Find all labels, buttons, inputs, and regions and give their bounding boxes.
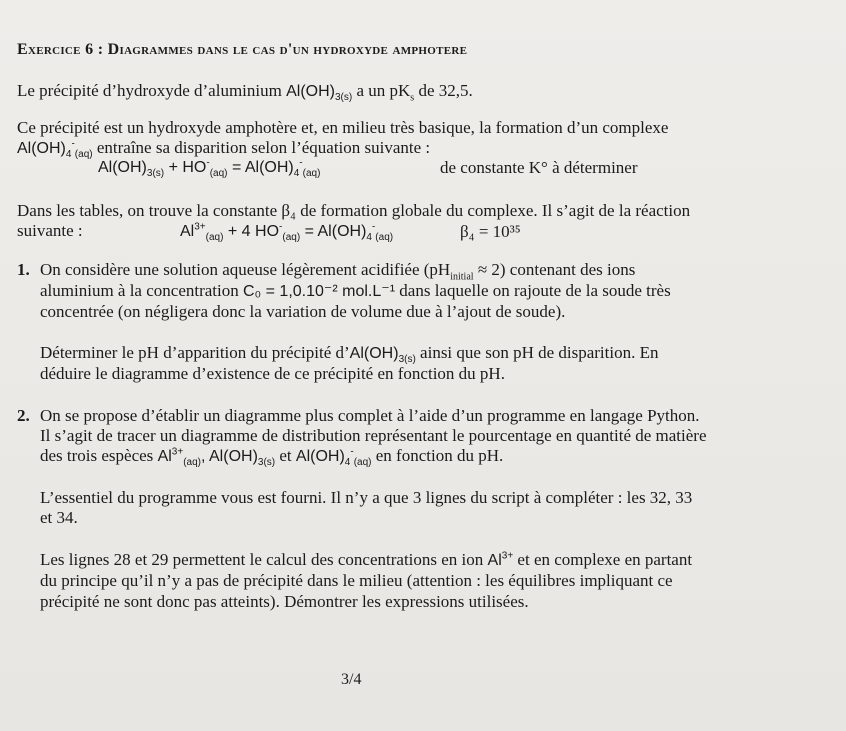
formula-al3plus-q2: $Al^{3+}$	[487, 550, 514, 569]
para3-line1: Dans les tables, on trouve la constante β₄ de formation globale du complexe. Il s’agit de la réaction	[17, 201, 691, 220]
q1-line5: déduire le diagramme d’existence de ce précipité en fonction du pH.	[40, 364, 505, 383]
q1-number: 1.	[17, 260, 30, 279]
intro-text-a: Le précipité d’hydroxyde d’aluminium	[17, 81, 282, 100]
intro-text-c: de 32,5.	[418, 81, 473, 100]
q1-line2-a: aluminium à la concentration	[40, 281, 239, 300]
exercise-title: Exercice 6 : Diagrammes dans le cas d'un hydroxyde amphotere	[17, 41, 468, 58]
q2-line8: précipité ne sont donc pas atteints). Démontrer les expressions utilisées.	[40, 592, 529, 611]
equation-1: $Al(OH)_{3(s)} + HO^-_{(aq)} = Al(OH)_4^-_{(aq)}$	[98, 157, 321, 180]
q1-line1	[40, 260, 636, 283]
q1-line4-b: ainsi que son pH de disparition. En	[420, 343, 659, 362]
q1-line1-tail: ≈ 2) contenant des ions	[477, 260, 636, 279]
q2-line4: L’essentiel du programme vous est fourni. Il n’y a que 3 lignes du script à compléter : les 32, 33	[40, 488, 693, 507]
q2-line1: On se propose d’établir un diagramme plus complet à l’aide d’un programme en langage Python.	[40, 406, 700, 425]
formula-aloh4: $Al(OH)_4^-_{(aq)}$	[17, 138, 93, 161]
beta4-value: β₄ = 10³⁵	[460, 222, 521, 241]
formula-aloh3: $Al(OH)_{3(s)}$	[286, 83, 353, 104]
page-number: 3/4	[341, 671, 362, 688]
q2-line3-a: des trois espèces	[40, 446, 154, 465]
q2-line6	[40, 550, 692, 571]
intro-text-b: a un pK	[356, 81, 411, 100]
q2-number: 2.	[17, 406, 30, 425]
q2-line6-b: et en complexe en partant	[517, 550, 693, 569]
equation-1-note: de constante K° à déterminer	[440, 158, 638, 177]
para2-line2	[17, 138, 430, 159]
q2-line2: Il s’agit de tracer un diagramme de distribution représentant le pourcentage en quantité de matière	[40, 426, 707, 445]
q1-line2	[40, 281, 671, 302]
para3-line2: suivante :	[17, 221, 83, 240]
formula-al3plus: $Al^{3+}_{(aq)}$, $Al(OH)_{3(s)}$	[157, 446, 276, 469]
q1-line4	[40, 343, 659, 364]
q2-line6-a: Les lignes 28 et 29 permettent le calcul des concentrations en ion	[40, 550, 484, 569]
formula-aloh3-q1: $Al(OH)_{3(s)}$	[349, 345, 416, 366]
q2-line5: et 34.	[40, 508, 78, 527]
q1-line1-a: On considère une solution aqueuse légèrement acidifiée (pH	[40, 260, 451, 279]
para2-line1: Ce précipité est un hydroxyde amphotère et, en milieu très basique, la formation d’un complexe	[17, 118, 669, 137]
q1-concentration: C₀ = 1,0.10⁻² mol.L⁻¹	[243, 283, 396, 300]
formula-aloh4-q2: $Al(OH)_4^-_{(aq)}$	[295, 446, 372, 469]
q2-line3-b: et	[279, 446, 292, 465]
q1-line2-c: dans laquelle on rajoute de la soude très	[399, 281, 671, 300]
para2-line2-tail: entraîne sa disparition selon l’équation suivante :	[96, 138, 431, 157]
q2-line3	[40, 446, 503, 467]
q1-line3: concentrée (on négligera donc la variation de volume due à l’ajout de soude).	[40, 302, 566, 321]
q2-line3-c: en fonction du pH.	[375, 446, 504, 465]
q1-line1-sub: initial	[450, 271, 474, 283]
q2-line7: du principe qu’il n’y a pas de précipité dans le milieu (attention : les équilibres impliquant ce	[40, 571, 673, 590]
q1-line4-a: Déterminer le pH d’apparition du précipité d’	[40, 343, 350, 362]
intro-line: Le précipité d’hydroxyde d’aluminium $Al(OH)_{3(s)}$ a un $pK_s$ de 32,5.	[17, 81, 473, 104]
equation-2: $Al^{3+}_{(aq)} + 4$ $HO^-_{(aq)} = Al(OH)_4^-_{(aq)}$	[180, 221, 394, 244]
